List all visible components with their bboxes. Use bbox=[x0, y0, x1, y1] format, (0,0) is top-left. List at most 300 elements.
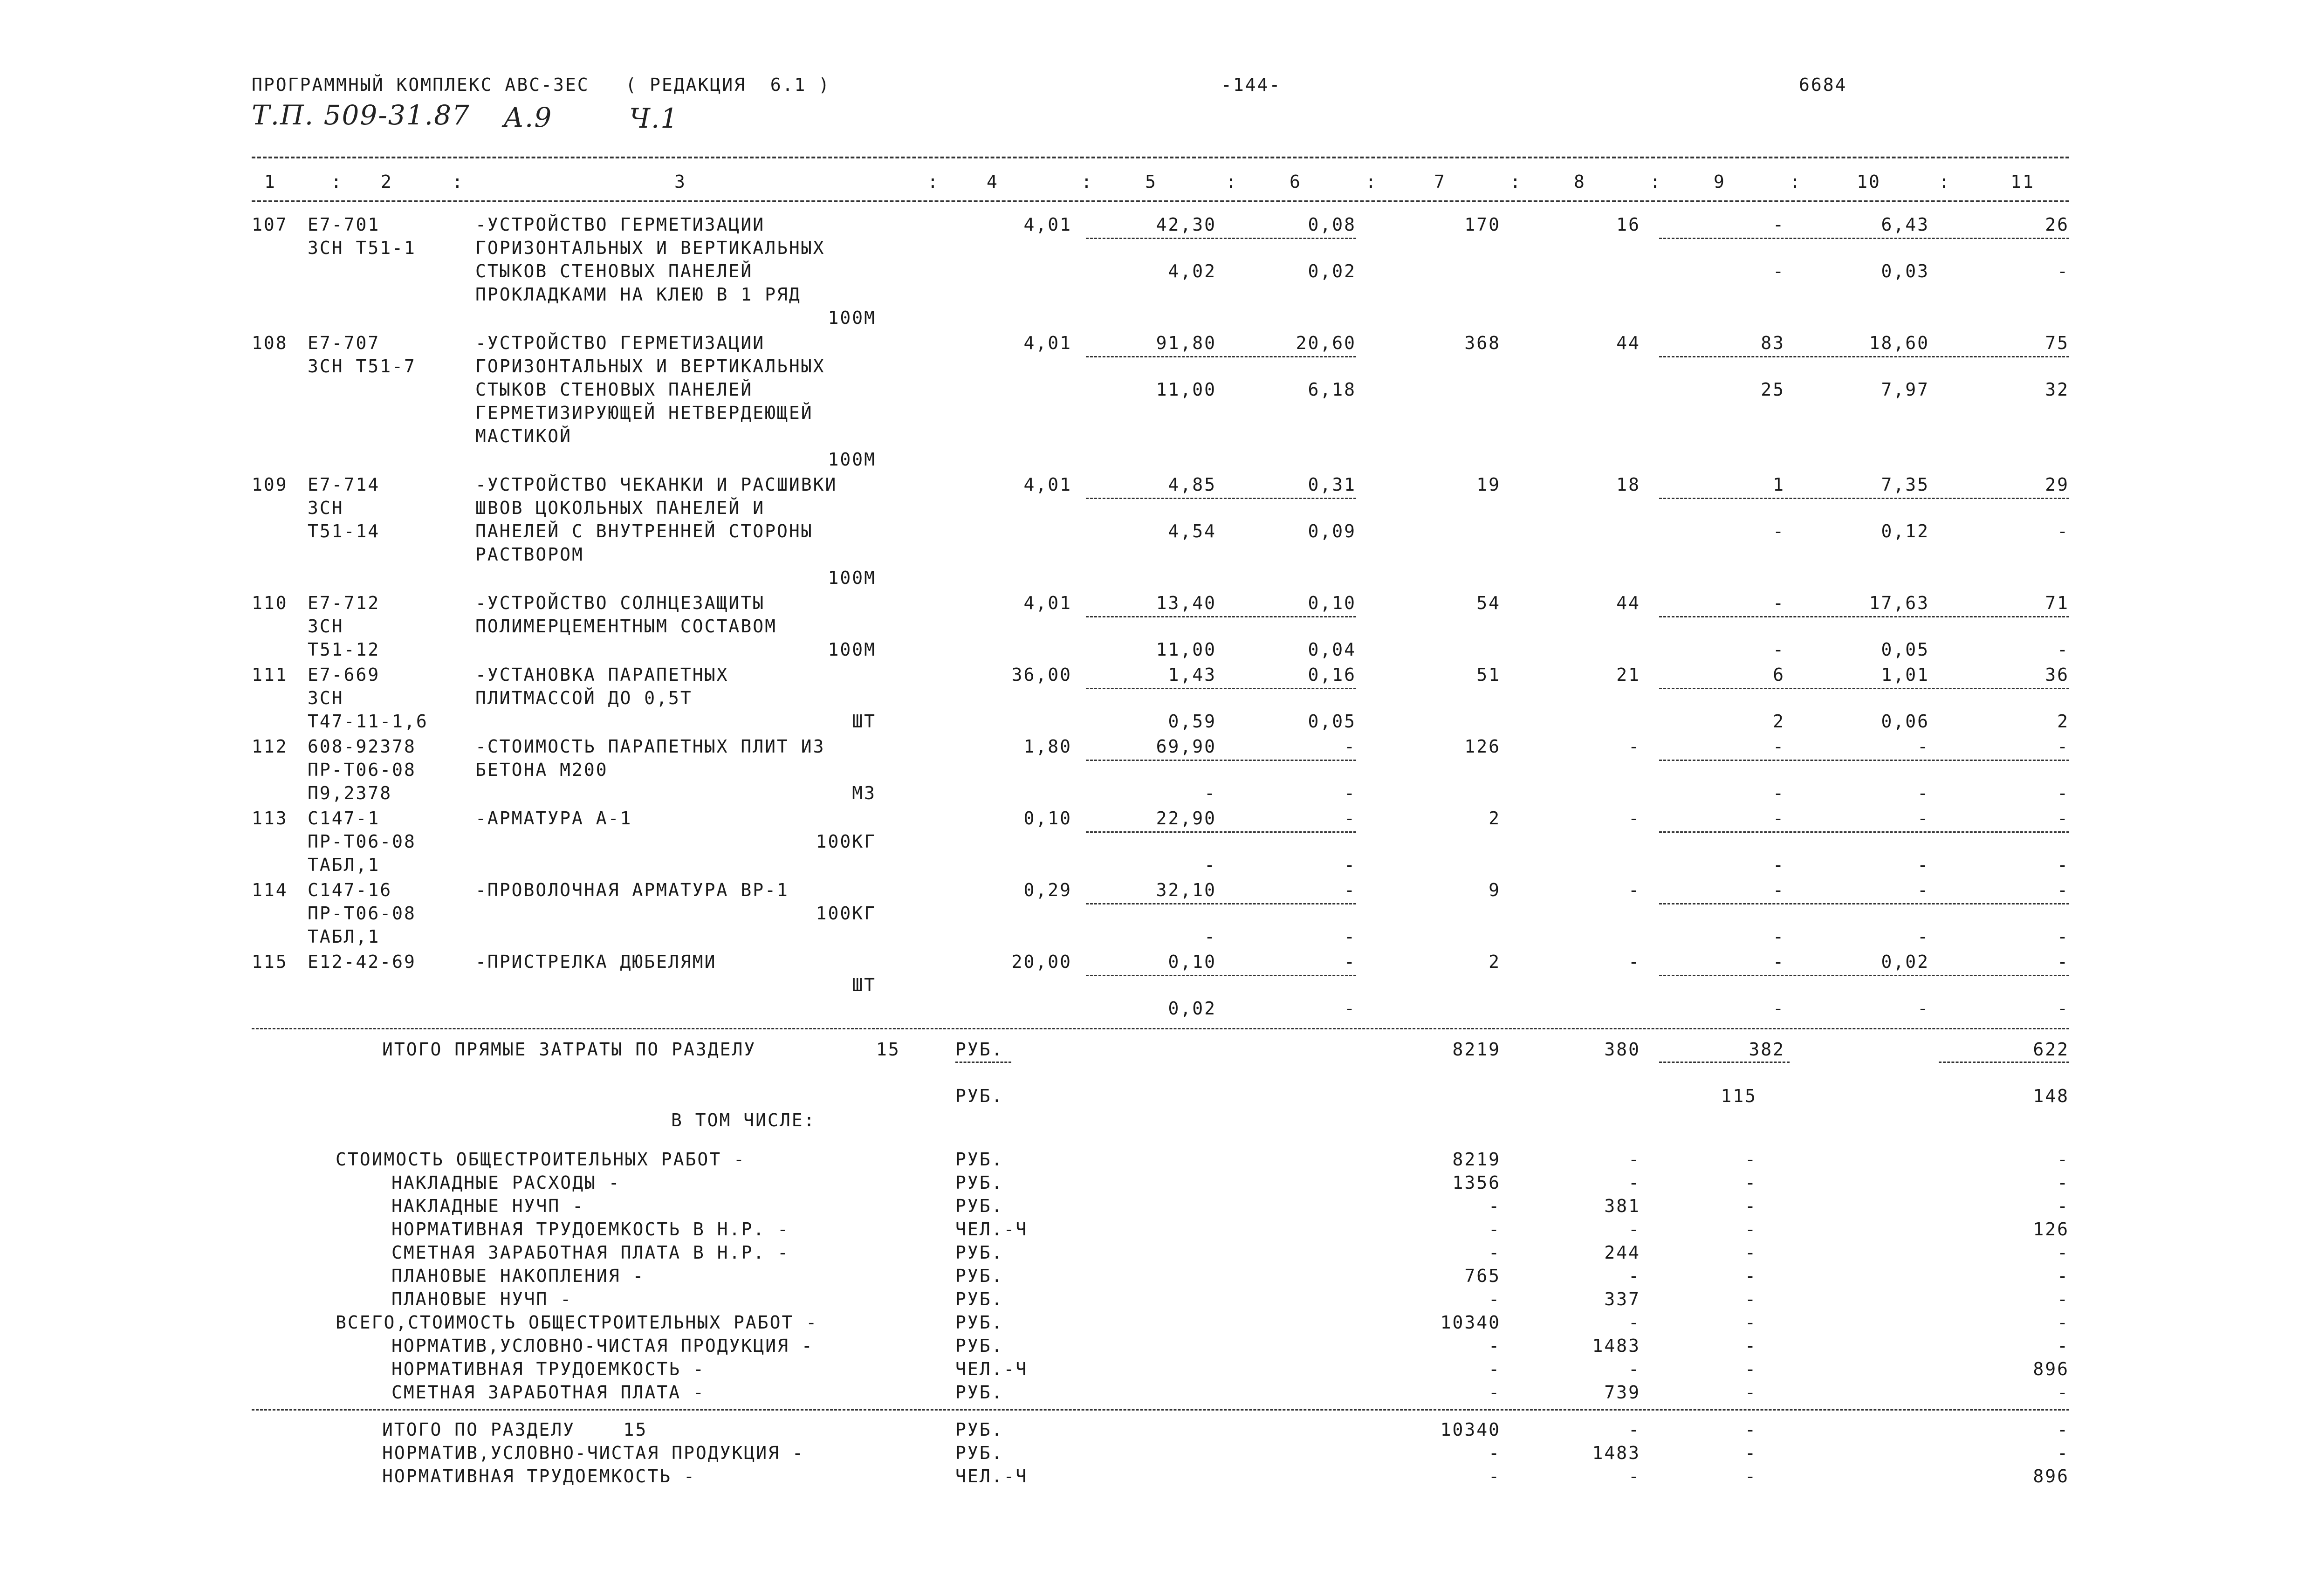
row-labor-unit: - bbox=[1917, 736, 1929, 757]
breakdown-wage: - bbox=[1628, 1219, 1640, 1240]
handwritten-album: А.9 bbox=[503, 102, 553, 133]
section-total-cost: - bbox=[1489, 1466, 1501, 1486]
column-header-4: 4 bbox=[987, 171, 999, 192]
row-labor-total-machine: - bbox=[2057, 926, 2069, 947]
breakdown-labor: - bbox=[2057, 1149, 2069, 1170]
row-machine-wage: 0,02 bbox=[1308, 261, 1356, 281]
row-description: РАСТВОРОМ bbox=[475, 544, 584, 565]
row-number: 113 bbox=[252, 808, 288, 829]
row-labor-unit-machine: 0,03 bbox=[1881, 261, 1929, 281]
breakdown-machine: - bbox=[1745, 1289, 1757, 1309]
breakdown-wage: 1483 bbox=[1592, 1336, 1640, 1356]
row-unit-wage: - bbox=[1204, 783, 1216, 803]
breakdown-cost: - bbox=[1489, 1196, 1501, 1216]
row-wage-total: - bbox=[1628, 808, 1640, 829]
row-machine-wage: 6,18 bbox=[1308, 379, 1356, 400]
row-machine-wage: - bbox=[1344, 926, 1356, 947]
column-header-6: 6 bbox=[1290, 171, 1302, 192]
row-labor-total-machine: - bbox=[2057, 998, 2069, 1019]
row-machine-wage-total: - bbox=[1773, 783, 1785, 803]
breakdown-cost: - bbox=[1489, 1336, 1501, 1356]
breakdown-wage: - bbox=[1628, 1172, 1640, 1193]
row-labor-total-machine: - bbox=[2057, 261, 2069, 281]
row-sub-rule bbox=[1659, 903, 2069, 904]
row-code: ПР-Т06-08 bbox=[308, 831, 416, 852]
column-separator: : bbox=[1226, 171, 1238, 192]
breakdown-label: СТОИМОСТЬ ОБЩЕСТРОИТЕЛЬНЫХ РАБОТ - bbox=[336, 1149, 746, 1170]
row-description: -АРМАТУРА А-1 bbox=[475, 808, 632, 829]
row-labor-total: - bbox=[2057, 880, 2069, 900]
row-unit-wage: 0,02 bbox=[1168, 998, 1216, 1019]
section-total-labor: - bbox=[2057, 1419, 2069, 1440]
row-labor-unit-machine: - bbox=[1917, 855, 1929, 875]
row-labor-total: 26 bbox=[2045, 214, 2069, 235]
row-labor-unit: 6,43 bbox=[1881, 214, 1929, 235]
row-labor-total: - bbox=[2057, 952, 2069, 972]
row-number: 108 bbox=[252, 333, 288, 353]
section-total-labor: - bbox=[2057, 1443, 2069, 1463]
row-unit-wage: 11,00 bbox=[1156, 379, 1216, 400]
including-heading: В ТОМ ЧИСЛЕ: bbox=[671, 1110, 816, 1130]
row-code: ЗСН bbox=[308, 688, 344, 708]
column-header-11: 11 bbox=[2010, 171, 2035, 192]
row-machine-wage-total: - bbox=[1773, 521, 1785, 541]
row-total-cost: 19 bbox=[1476, 474, 1501, 495]
column-separator: : bbox=[1510, 171, 1522, 192]
row-machine-cost: 0,10 bbox=[1308, 593, 1356, 613]
row-code: Е7-701 bbox=[308, 214, 380, 235]
breakdown-machine: - bbox=[1745, 1172, 1757, 1193]
breakdown-cost: - bbox=[1489, 1382, 1501, 1403]
column-separator: : bbox=[1939, 171, 1951, 192]
row-labor-unit: 7,35 bbox=[1881, 474, 1929, 495]
column-separator: : bbox=[927, 171, 940, 192]
column-separator: : bbox=[1365, 171, 1378, 192]
breakdown-unit: ЧЕЛ.-Ч bbox=[955, 1219, 1028, 1240]
row-labor-unit: 0,02 bbox=[1881, 952, 1929, 972]
breakdown-machine: - bbox=[1745, 1382, 1757, 1403]
row-unit-cost: 42,30 bbox=[1156, 214, 1216, 235]
row-wage-total: 18 bbox=[1616, 474, 1640, 495]
row-labor-total-machine: - bbox=[2057, 521, 2069, 541]
row-machine-wage-total: 25 bbox=[1761, 379, 1785, 400]
row-code: ПР-Т06-08 bbox=[308, 903, 416, 924]
breakdown-label: ПЛАНОВЫЕ НУЧП - bbox=[391, 1289, 573, 1309]
row-machine-wage-total: - bbox=[1773, 998, 1785, 1019]
row-unit-wage: - bbox=[1204, 926, 1216, 947]
program-header: ПРОГРАММНЫЙ КОМПЛЕКС АВС-ЗЕС ( РЕДАКЦИЯ 6.1 ) bbox=[252, 75, 831, 95]
breakdown-wage: - bbox=[1628, 1266, 1640, 1286]
total-wage: 380 bbox=[1604, 1039, 1640, 1060]
breakdown-unit: ЧЕЛ.-Ч bbox=[955, 1359, 1028, 1379]
breakdown-label: СМЕТНАЯ ЗАРАБОТНАЯ ПЛАТА В Н.Р. - bbox=[391, 1242, 789, 1263]
row-machine-total: - bbox=[1773, 593, 1785, 613]
breakdown-cost: 8219 bbox=[1452, 1149, 1501, 1170]
row-unit-cost: 4,85 bbox=[1168, 474, 1216, 495]
row-number: 112 bbox=[252, 736, 288, 757]
row-total-cost: 170 bbox=[1464, 214, 1501, 235]
row-machine-cost: - bbox=[1344, 952, 1356, 972]
row-labor-unit: 17,63 bbox=[1869, 593, 1929, 613]
row-quantity: 20,00 bbox=[1011, 952, 1072, 972]
row-unit-cost: 69,90 bbox=[1156, 736, 1216, 757]
row-labor-total: 29 bbox=[2045, 474, 2069, 495]
breakdown-machine: - bbox=[1745, 1242, 1757, 1263]
breakdown-unit: РУБ. bbox=[955, 1336, 1004, 1356]
row-description: -УСТРОЙСТВО ЧЕКАНКИ И РАСШИВКИ bbox=[475, 474, 837, 495]
row-labor-total: 71 bbox=[2045, 593, 2069, 613]
row-number: 109 bbox=[252, 474, 288, 495]
row-labor-total-machine: 2 bbox=[2057, 711, 2069, 732]
row-wage-total: - bbox=[1628, 736, 1640, 757]
column-separator: : bbox=[452, 171, 464, 192]
row-unit-cost: 1,43 bbox=[1168, 664, 1216, 685]
breakdown-cost: - bbox=[1489, 1289, 1501, 1309]
row-code: Е7-669 bbox=[308, 664, 380, 685]
row-machine-wage-total: - bbox=[1773, 639, 1785, 660]
section-total-unit: ЧЕЛ.-Ч bbox=[955, 1466, 1028, 1486]
row-description: -УСТРОЙСТВО ГЕРМЕТИЗАЦИИ bbox=[475, 214, 765, 235]
row-sub-rule bbox=[1659, 356, 2069, 357]
row-unit-cost: 22,90 bbox=[1156, 808, 1216, 829]
breakdown-label: НАКЛАДНЫЕ РАСХОДЫ - bbox=[391, 1172, 621, 1193]
row-description: ПОЛИМЕРЦЕМЕНТНЫМ СОСТАВОМ bbox=[475, 616, 777, 637]
row-code: ПР-Т06-08 bbox=[308, 760, 416, 780]
handwritten-project: Т.П. 509-31.87 bbox=[252, 99, 470, 131]
section-total-wage: - bbox=[1628, 1419, 1640, 1440]
row-quantity: 36,00 bbox=[1011, 664, 1072, 685]
row-unit: 100М bbox=[828, 308, 876, 328]
row-machine-cost: 20,60 bbox=[1296, 333, 1356, 353]
row-number: 111 bbox=[252, 664, 288, 685]
breakdown-unit: РУБ. bbox=[955, 1242, 1004, 1263]
row-sub-rule bbox=[1659, 498, 2069, 499]
section-total-machine: - bbox=[1745, 1419, 1757, 1440]
row-labor-unit-machine: - bbox=[1917, 926, 1929, 947]
row-description: МАСТИКОЙ bbox=[475, 426, 572, 446]
breakdown-cost: 10340 bbox=[1440, 1312, 1501, 1333]
row-machine-total: - bbox=[1773, 808, 1785, 829]
breakdown-label: НОРМАТИВНАЯ ТРУДОЕМКОСТЬ - bbox=[391, 1359, 705, 1379]
row-code: 608-92378 bbox=[308, 736, 416, 757]
row-unit: ШТ bbox=[852, 975, 876, 995]
row-sub-rule bbox=[1659, 238, 2069, 239]
row-code: ЗСН bbox=[308, 616, 344, 637]
row-machine-total: - bbox=[1773, 736, 1785, 757]
row-labor-total: 75 bbox=[2045, 333, 2069, 353]
row-description: -СТОИМОСТЬ ПАРАПЕТНЫХ ПЛИТ ИЗ bbox=[475, 736, 825, 757]
row-description: -УСТРОЙСТВО СОЛНЦЕЗАЩИТЫ bbox=[475, 593, 765, 613]
row-labor-unit: - bbox=[1917, 808, 1929, 829]
breakdown-cost: 765 bbox=[1464, 1266, 1501, 1286]
breakdown-label: НОРМАТИВ,УСЛОВНО-ЧИСТАЯ ПРОДУКЦИЯ - bbox=[391, 1336, 814, 1356]
row-code: ТАБЛ,1 bbox=[308, 855, 380, 875]
breakdown-machine: - bbox=[1745, 1359, 1757, 1379]
breakdown-machine: - bbox=[1745, 1219, 1757, 1240]
row-description: ГЕРМЕТИЗИРУЮЩЕЙ НЕТВЕРДЕЮЩЕЙ bbox=[475, 403, 813, 423]
row-labor-unit: 1,01 bbox=[1881, 664, 1929, 685]
total-cost: 8219 bbox=[1452, 1039, 1501, 1060]
row-machine-cost: 0,08 bbox=[1308, 214, 1356, 235]
row-machine-cost: - bbox=[1344, 736, 1356, 757]
breakdown-wage: - bbox=[1628, 1359, 1640, 1379]
total-machine: 382 bbox=[1749, 1039, 1785, 1060]
row-machine-wage: - bbox=[1344, 998, 1356, 1019]
section-total-wage: - bbox=[1628, 1466, 1640, 1486]
breakdown-cost: 1356 bbox=[1452, 1172, 1501, 1193]
breakdown-labor: - bbox=[2057, 1266, 2069, 1286]
row-unit-cost: 0,10 bbox=[1168, 952, 1216, 972]
page-number: -144- bbox=[1221, 75, 1282, 95]
section-total-label: НОРМАТИВ,УСЛОВНО-ЧИСТАЯ ПРОДУКЦИЯ - bbox=[382, 1443, 804, 1463]
breakdown-labor: 126 bbox=[2033, 1219, 2069, 1240]
column-header-8: 8 bbox=[1574, 171, 1586, 192]
breakdown-machine: - bbox=[1745, 1336, 1757, 1356]
column-separator: : bbox=[1650, 171, 1662, 192]
row-wage-total: - bbox=[1628, 880, 1640, 900]
row-machine-cost: - bbox=[1344, 880, 1356, 900]
breakdown-unit: РУБ. bbox=[955, 1172, 1004, 1193]
row-sub-rule bbox=[1086, 688, 1356, 689]
total-labor-machine: 148 bbox=[2033, 1086, 2069, 1106]
row-machine-total: - bbox=[1773, 880, 1785, 900]
row-unit: 100М bbox=[828, 568, 876, 588]
row-labor-unit-machine: 7,97 bbox=[1881, 379, 1929, 400]
row-sub-rule bbox=[1659, 831, 2069, 833]
row-description: ПАНЕЛЕЙ С ВНУТРЕННЕЙ СТОРОНЫ bbox=[475, 521, 813, 541]
row-sub-rule bbox=[1659, 616, 2069, 617]
row-sub-rule bbox=[1086, 616, 1356, 617]
row-total-cost: 126 bbox=[1464, 736, 1501, 757]
row-description: -УСТАНОВКА ПАРАПЕТНЫХ bbox=[475, 664, 729, 685]
row-unit: 100М bbox=[828, 449, 876, 470]
section-total-unit: РУБ. bbox=[955, 1443, 1004, 1463]
breakdown-labor: - bbox=[2057, 1382, 2069, 1403]
row-code: Т47-11-1,6 bbox=[308, 711, 428, 732]
row-quantity: 0,10 bbox=[1023, 808, 1072, 829]
row-labor-total: 36 bbox=[2045, 664, 2069, 685]
row-sub-rule bbox=[1086, 498, 1356, 499]
breakdown-unit: РУБ. bbox=[955, 1382, 1004, 1403]
row-labor-total-machine: - bbox=[2057, 855, 2069, 875]
section-total-cost: - bbox=[1489, 1443, 1501, 1463]
row-sub-rule bbox=[1086, 760, 1356, 761]
row-unit-cost: 91,80 bbox=[1156, 333, 1216, 353]
breakdown-label: ВСЕГО,СТОИМОСТЬ ОБЩЕСТРОИТЕЛЬНЫХ РАБОТ - bbox=[336, 1312, 818, 1333]
breakdown-wage: - bbox=[1628, 1312, 1640, 1333]
breakdown-unit: РУБ. bbox=[955, 1312, 1004, 1333]
total-sub-rule bbox=[1659, 1062, 1790, 1063]
column-header-1: 1 bbox=[264, 171, 276, 192]
row-wage-total: 16 bbox=[1616, 214, 1640, 235]
breakdown-machine: - bbox=[1745, 1196, 1757, 1216]
row-labor-unit: - bbox=[1917, 880, 1929, 900]
breakdown-label: ПЛАНОВЫЕ НАКОПЛЕНИЯ - bbox=[391, 1266, 645, 1286]
row-wage-total: - bbox=[1628, 952, 1640, 972]
row-unit: 100КГ bbox=[816, 831, 876, 852]
row-machine-wage: - bbox=[1344, 855, 1356, 875]
section-total-rule bbox=[252, 1409, 2069, 1411]
row-labor-total: - bbox=[2057, 808, 2069, 829]
breakdown-labor: - bbox=[2057, 1196, 2069, 1216]
breakdown-labor: - bbox=[2057, 1336, 2069, 1356]
row-sub-rule bbox=[1659, 688, 2069, 689]
row-wage-total: 44 bbox=[1616, 333, 1640, 353]
row-wage-total: 44 bbox=[1616, 593, 1640, 613]
row-labor-unit-machine: 0,12 bbox=[1881, 521, 1929, 541]
row-unit: ШТ bbox=[852, 711, 876, 732]
row-total-cost: 2 bbox=[1489, 808, 1501, 829]
row-unit-wage: - bbox=[1204, 855, 1216, 875]
row-sub-rule bbox=[1086, 238, 1356, 239]
row-wage-total: 21 bbox=[1616, 664, 1640, 685]
total-sub-rule bbox=[1939, 1062, 2069, 1063]
row-machine-total: 83 bbox=[1761, 333, 1785, 353]
column-header-10: 10 bbox=[1857, 171, 1881, 192]
row-unit-wage: 11,00 bbox=[1156, 639, 1216, 660]
row-description: -ПРИСТРЕЛКА ДЮБЕЛЯМИ bbox=[475, 952, 717, 972]
row-description: ГОРИЗОНТАЛЬНЫХ И ВЕРТИКАЛЬНЫХ bbox=[475, 356, 825, 377]
column-separator: : bbox=[331, 171, 343, 192]
row-description: СТЫКОВ СТЕНОВЫХ ПАНЕЛЕЙ bbox=[475, 261, 753, 281]
row-code: Е7-712 bbox=[308, 593, 380, 613]
breakdown-wage: 244 bbox=[1604, 1242, 1640, 1263]
document-code: 6684 bbox=[1799, 75, 1847, 95]
row-labor-total-machine: - bbox=[2057, 639, 2069, 660]
row-code: ЗСН bbox=[308, 498, 344, 518]
row-machine-wage-total: - bbox=[1773, 855, 1785, 875]
section-total-machine: - bbox=[1745, 1443, 1757, 1463]
table-header-rule bbox=[252, 200, 2069, 202]
total-label: ИТОГО ПРЯМЫЕ ЗАТРАТЫ ПО РАЗДЕЛУ bbox=[382, 1039, 756, 1060]
section-total-wage: 1483 bbox=[1592, 1443, 1640, 1463]
breakdown-machine: - bbox=[1745, 1266, 1757, 1286]
row-unit-wage: 4,54 bbox=[1168, 521, 1216, 541]
breakdown-wage: 381 bbox=[1604, 1196, 1640, 1216]
section-total-labor: 896 bbox=[2033, 1466, 2069, 1486]
breakdown-wage: 739 bbox=[1604, 1382, 1640, 1403]
breakdown-cost: - bbox=[1489, 1359, 1501, 1379]
column-separator: : bbox=[1790, 171, 1802, 192]
row-code: ЗСН Т51-1 bbox=[308, 238, 416, 258]
row-unit-cost: 32,10 bbox=[1156, 880, 1216, 900]
row-code: Е12-42-69 bbox=[308, 952, 416, 972]
row-code: ТАБЛ,1 bbox=[308, 926, 380, 947]
row-labor-unit: 18,60 bbox=[1869, 333, 1929, 353]
section-total-unit: РУБ. bbox=[955, 1419, 1004, 1440]
row-machine-wage-total: - bbox=[1773, 926, 1785, 947]
row-code: Т51-14 bbox=[308, 521, 380, 541]
row-sub-rule bbox=[1659, 760, 2069, 761]
breakdown-labor: - bbox=[2057, 1242, 2069, 1263]
row-machine-wage-total: 2 bbox=[1773, 711, 1785, 732]
breakdown-label: НОРМАТИВНАЯ ТРУДОЕМКОСТЬ В Н.Р. - bbox=[391, 1219, 789, 1240]
row-machine-wage: - bbox=[1344, 783, 1356, 803]
column-header-9: 9 bbox=[1714, 171, 1726, 192]
breakdown-machine: - bbox=[1745, 1149, 1757, 1170]
total-unit: РУБ. bbox=[955, 1039, 1004, 1060]
row-number: 107 bbox=[252, 214, 288, 235]
total-unit: РУБ. bbox=[955, 1086, 1004, 1106]
row-number: 115 bbox=[252, 952, 288, 972]
breakdown-machine: - bbox=[1745, 1312, 1757, 1333]
section-total-cost: 10340 bbox=[1440, 1419, 1501, 1440]
column-header-2: 2 bbox=[381, 171, 393, 192]
row-unit: 100КГ bbox=[816, 903, 876, 924]
breakdown-unit: РУБ. bbox=[955, 1149, 1004, 1170]
row-code: Е7-714 bbox=[308, 474, 380, 495]
total-labor: 622 bbox=[2033, 1039, 2069, 1060]
row-machine-cost: 0,31 bbox=[1308, 474, 1356, 495]
column-header-7: 7 bbox=[1434, 171, 1446, 192]
row-machine-wage-total: - bbox=[1773, 261, 1785, 281]
breakdown-unit: РУБ. bbox=[955, 1266, 1004, 1286]
breakdown-label: СМЕТНАЯ ЗАРАБОТНАЯ ПЛАТА - bbox=[391, 1382, 705, 1403]
column-header-3: 3 bbox=[674, 171, 686, 192]
row-code: П9,2378 bbox=[308, 783, 392, 803]
row-unit-wage: 0,59 bbox=[1168, 711, 1216, 732]
row-description: ГОРИЗОНТАЛЬНЫХ И ВЕРТИКАЛЬНЫХ bbox=[475, 238, 825, 258]
row-labor-total: - bbox=[2057, 736, 2069, 757]
row-total-cost: 54 bbox=[1476, 593, 1501, 613]
row-machine-wage: 0,04 bbox=[1308, 639, 1356, 660]
row-unit: М3 bbox=[852, 783, 876, 803]
row-code: Е7-707 bbox=[308, 333, 380, 353]
row-description: -УСТРОЙСТВО ГЕРМЕТИЗАЦИИ bbox=[475, 333, 765, 353]
row-code: С147-1 bbox=[308, 808, 380, 829]
row-number: 114 bbox=[252, 880, 288, 900]
row-description: ШВОВ ЦОКОЛЬНЫХ ПАНЕЛЕЙ И bbox=[475, 498, 765, 518]
row-code: С147-16 bbox=[308, 880, 392, 900]
row-quantity: 4,01 bbox=[1023, 333, 1072, 353]
row-machine-total: 6 bbox=[1773, 664, 1785, 685]
row-total-cost: 368 bbox=[1464, 333, 1501, 353]
row-quantity: 0,29 bbox=[1023, 880, 1072, 900]
row-quantity: 4,01 bbox=[1023, 593, 1072, 613]
totals-top-rule bbox=[252, 1028, 2069, 1029]
row-machine-total: 1 bbox=[1773, 474, 1785, 495]
row-quantity: 1,80 bbox=[1023, 736, 1072, 757]
row-description: БЕТОНА М200 bbox=[475, 760, 608, 780]
table-top-rule bbox=[252, 157, 2069, 158]
row-description: -ПРОВОЛОЧНАЯ АРМАТУРА ВР-1 bbox=[475, 880, 789, 900]
breakdown-cost: - bbox=[1489, 1242, 1501, 1263]
breakdown-labor: 896 bbox=[2033, 1359, 2069, 1379]
row-unit-cost: 13,40 bbox=[1156, 593, 1216, 613]
breakdown-labor: - bbox=[2057, 1312, 2069, 1333]
row-sub-rule bbox=[1086, 903, 1356, 904]
row-machine-total: - bbox=[1773, 214, 1785, 235]
row-labor-unit-machine: - bbox=[1917, 998, 1929, 1019]
row-sub-rule bbox=[1086, 831, 1356, 833]
row-total-cost: 51 bbox=[1476, 664, 1501, 685]
section-total-machine: - bbox=[1745, 1466, 1757, 1486]
total-sub-rule bbox=[955, 1062, 1011, 1063]
row-machine-total: - bbox=[1773, 952, 1785, 972]
row-total-cost: 9 bbox=[1489, 880, 1501, 900]
breakdown-label: НАКЛАДНЫЕ НУЧП - bbox=[391, 1196, 585, 1216]
row-quantity: 4,01 bbox=[1023, 474, 1072, 495]
row-unit: 100М bbox=[828, 639, 876, 660]
breakdown-unit: РУБ. bbox=[955, 1196, 1004, 1216]
row-labor-unit-machine: 0,06 bbox=[1881, 711, 1929, 732]
row-description: ПРОКЛАДКАМИ НА КЛЕЮ В 1 РЯД bbox=[475, 284, 801, 305]
row-machine-wage: 0,05 bbox=[1308, 711, 1356, 732]
breakdown-wage: 337 bbox=[1604, 1289, 1640, 1309]
row-machine-wage: 0,09 bbox=[1308, 521, 1356, 541]
breakdown-labor: - bbox=[2057, 1172, 2069, 1193]
row-labor-total-machine: 32 bbox=[2045, 379, 2069, 400]
